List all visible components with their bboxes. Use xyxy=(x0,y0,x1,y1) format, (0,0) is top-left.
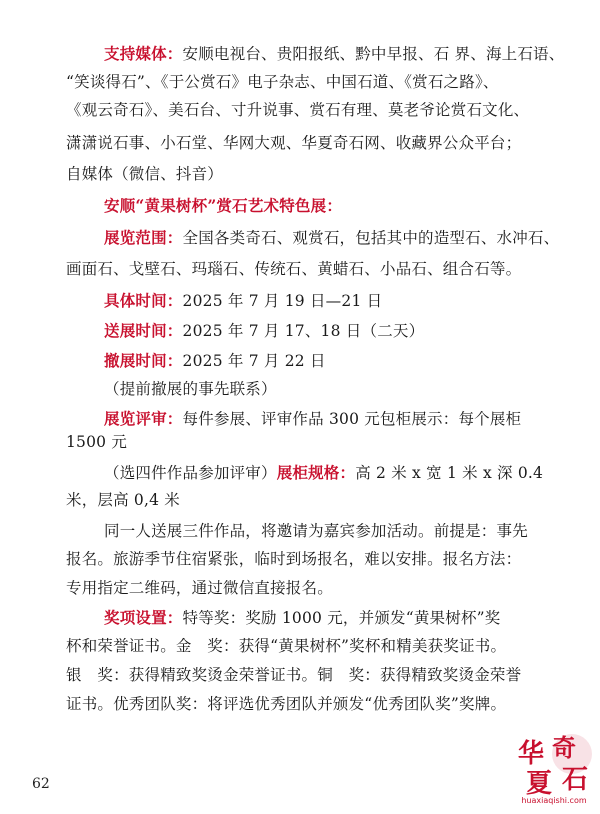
label-date: 具体时间： xyxy=(104,291,183,310)
removal-note: （提前撤展的事先联系） xyxy=(104,380,277,398)
awards-line-2: 杯和荣誉证书。金 奖：获得“黄果树杯”奖杯和精美获奖证书。 xyxy=(66,637,507,655)
signup-line-3: 专用指定二维码，通过微信直接报名。 xyxy=(66,579,333,597)
label-review: 展览评审： xyxy=(104,409,183,428)
logo-char-qi: 奇 xyxy=(552,734,576,762)
review-line-1: 展览评审：每件参展、评审作品 300 元包柜展示：每个展柜 xyxy=(104,409,522,428)
logo-url: huaxiaqishi.com xyxy=(521,796,587,805)
media-line-3: 《观云奇石》、美石台、寸升说事、赏石有理、莫老爷论赏石文化、 xyxy=(66,101,530,119)
logo-char-hua: 华 xyxy=(518,739,545,769)
label-awards: 奖项设置： xyxy=(104,608,183,627)
removal-line: 撤展时间：2025 年 7 月 22 日 xyxy=(104,351,326,370)
scope-line-1: 展览范围：全国各类奇石、观赏石，包括其中的造型石、水冲石、 xyxy=(104,228,560,247)
label-removal: 撤展时间： xyxy=(104,351,183,370)
awards-line-3: 银 奖：获得精致奖烫金荣誉证书。铜 奖：获得精致奖烫金荣誉 xyxy=(66,666,522,684)
label-delivery: 送展时间： xyxy=(104,321,183,340)
media-line-1: 支持媒体：安顺电视台、贵阳报纸、黔中早报、石 界、海上石语、 xyxy=(104,44,565,63)
awards-line-1: 奖项设置：特等奖：奖励 1000 元，并颁发“黄果树杯”奖 xyxy=(104,608,501,627)
section-heading-exhibition: 安顺“黄果树杯”赏石艺术特色展： xyxy=(104,196,343,215)
logo-char-xia: 夏 xyxy=(526,769,553,796)
delivery-line: 送展时间：2025 年 7 月 17、18 日（二天） xyxy=(104,321,425,340)
label-scope: 展览范围： xyxy=(104,228,183,247)
review-line-2: 1500 元 xyxy=(66,433,128,451)
huaxia-qishi-logo xyxy=(512,732,596,810)
cabinet-line-1: （选四件作品参加评审）展柜规格：高 2 米 x 宽 1 米 x 深 0.4 xyxy=(104,463,544,482)
media-line-2: “笑谈得石”、《于公赏石》电子杂志、中国石道、《赏石之路》、 xyxy=(66,73,499,91)
signup-line-2: 报名。旅游季节住宿紧张，临时到场报名，难以安排。报名方法： xyxy=(66,550,522,568)
scope-line-2: 画面石、戈壁石、玛瑙石、传统石、黄蜡石、小品石、组合石等。 xyxy=(66,260,522,278)
signup-line-1: 同一人送展三件作品，将邀请为嘉宾参加活动。前提是：事先 xyxy=(104,522,528,540)
media-line-4: 潇潇说石事、小石堂、华网大观、华夏奇石网、收藏界公众平台； xyxy=(66,134,522,152)
page-number: 62 xyxy=(32,776,50,792)
label-cabinet-spec: 展柜规格： xyxy=(276,463,356,482)
logo-char-shi: 石 xyxy=(562,765,589,795)
media-line-5: 自媒体（微信、抖音） xyxy=(66,165,224,183)
logo-mark xyxy=(512,732,596,796)
label-support-media: 支持媒体： xyxy=(104,44,183,63)
date-line: 具体时间：2025 年 7 月 19 日—21 日 xyxy=(104,291,383,310)
awards-line-4: 证书。优秀团队奖：将评选优秀团队并颁发“优秀团队奖”奖牌。 xyxy=(66,695,507,713)
cabinet-line-2: 米，层高 0,4 米 xyxy=(66,491,181,509)
